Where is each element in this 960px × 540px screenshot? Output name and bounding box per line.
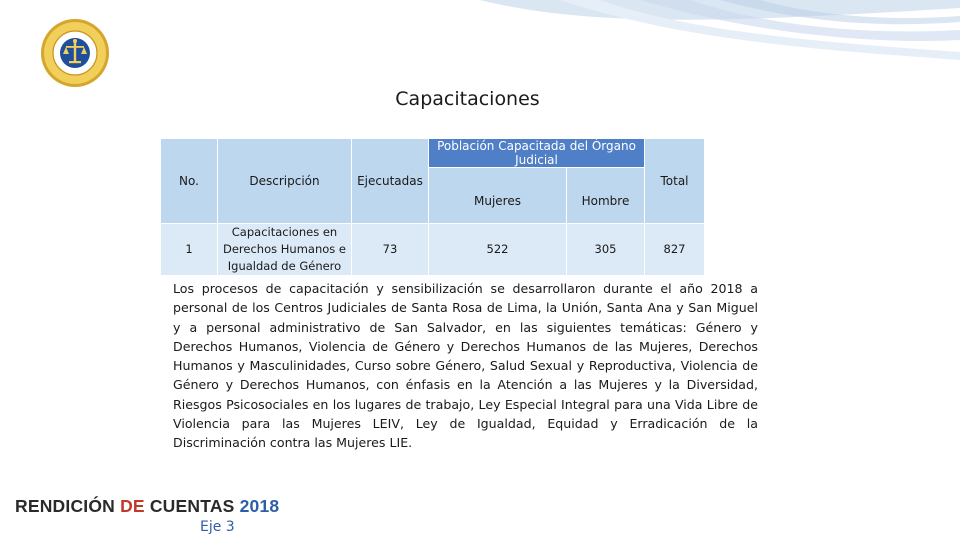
header-mujeres: Mujeres	[429, 168, 567, 224]
cell-total: 827	[645, 224, 705, 276]
organo-judicial-seal-logo	[40, 18, 110, 88]
footer-year: 2018	[239, 496, 280, 516]
header-total: Total	[645, 139, 705, 224]
header-poblacion-capacitada: Población Capacitada del Órgano Judicial	[429, 139, 645, 168]
page-title: Capacitaciones	[395, 88, 540, 110]
header-descripcion: Descripción	[218, 139, 352, 224]
cell-ejecutadas: 73	[352, 224, 429, 276]
cell-hombre: 305	[567, 224, 645, 276]
capacitaciones-table	[160, 138, 705, 276]
footer-word-rendicion: RENDICIÓN	[15, 496, 115, 516]
body-paragraph: Los procesos de capacitación y sensibilización se desarrollaron durante el año 2018 a personal de los Centros Judiciales de Santa Rosa de Lima, la Unión, Santa Ana y San Miguel y a personal administrativo de San Salvador, en las siguientes temáticas: Género y Derechos Humanos, Violencia de Género y Derechos Humanos de las Mujeres, Derechos Humanos y Masculinidades, Curso sobre Género, Salud Sexual y Reproductiva, Violencia de Género y Derechos Humanos, con énfasis en la Atención a las Mujeres y la Diversidad, Riesgos Psicosociales en los lugares de trabajo, Ley Especial Integral para una Vida Libre de Violencia para las Mujeres LEIV, Ley de Igualdad, Equidad y Erradicación de la Discriminación contra las Mujeres LIE.	[173, 281, 758, 451]
cell-mujeres: 522	[429, 224, 567, 276]
cell-descripcion: Capacitaciones en Derechos Humanos e Igualdad de Género	[218, 224, 352, 276]
footer-word-de: DE	[120, 496, 145, 516]
table-row	[161, 224, 705, 276]
footer-word-cuentas: CUENTAS	[149, 496, 235, 516]
header-no: No.	[161, 139, 218, 224]
rendicion-de-cuentas-title	[15, 496, 279, 517]
footer-subtitle: Eje 3	[200, 519, 235, 535]
cell-no: 1	[161, 224, 218, 276]
header-ejecutadas: Ejecutadas	[352, 139, 429, 224]
header-hombre: Hombre	[567, 168, 645, 224]
